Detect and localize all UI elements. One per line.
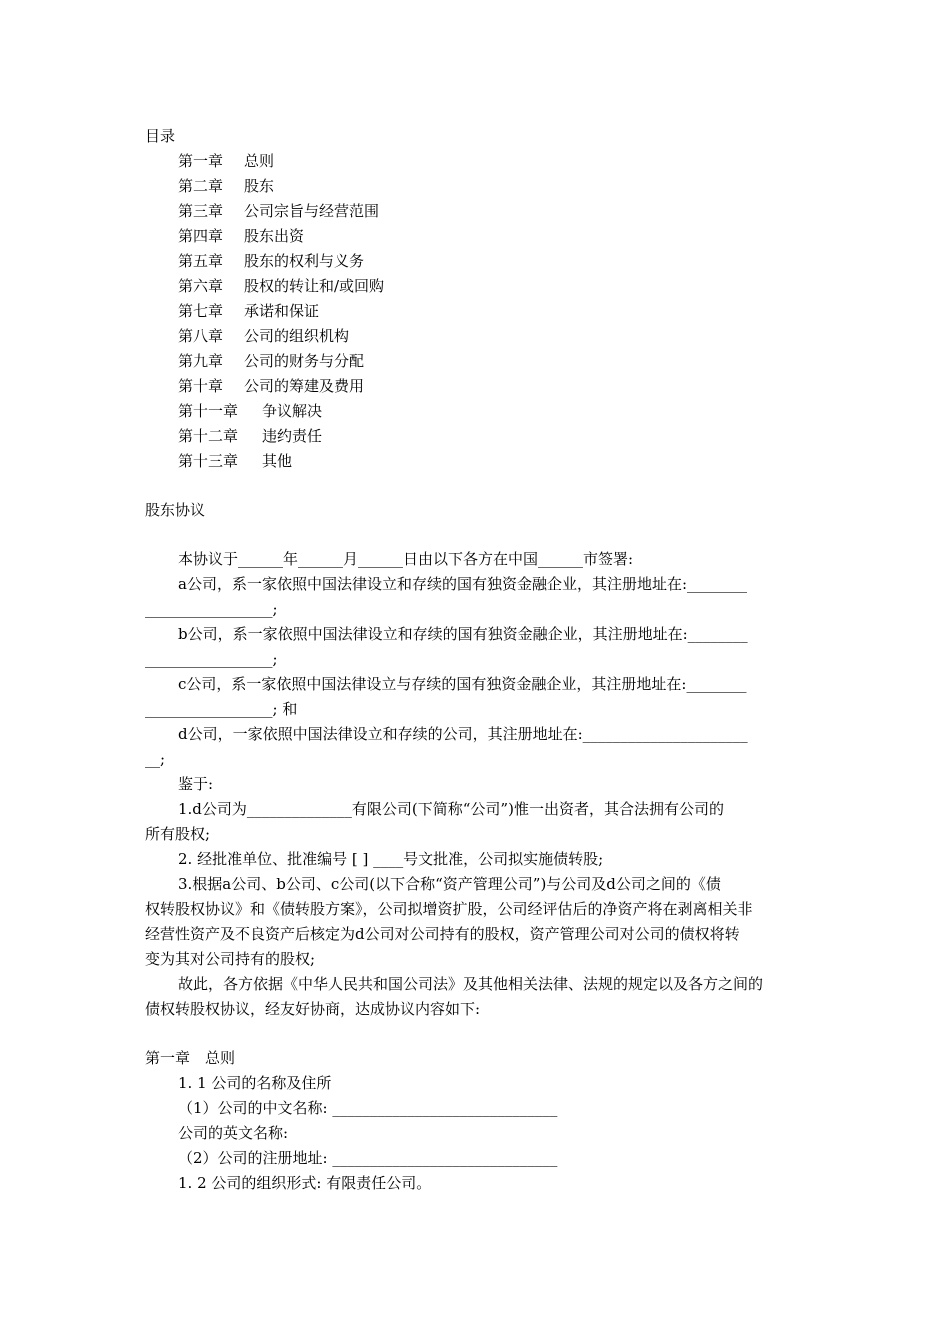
toc-item: 第二章 股东 [178,177,275,195]
toc-item: 第十三章 其他 [178,452,293,470]
toc-item: 第三章 公司宗旨与经营范围 [178,202,380,220]
chapter-1-heading: 第一章 总则 [145,1049,236,1067]
therefore-line2: 债权转股权协议，经友好协商，达成协议内容如下: [145,1000,481,1018]
whereas-heading: 鉴于: [178,775,214,793]
toc-item: 第四章 股东出资 [178,227,305,245]
toc-item: 第六章 股权的转让和/或回购 [178,277,385,295]
toc-item: 第七章 承诺和保证 [178,302,320,320]
section-1-2: 1. 2 公司的组织形式: 有限责任公司。 [178,1174,432,1192]
toc-item: 第一章 总则 [178,152,275,170]
toc-item: 第十二章 违约责任 [178,427,323,445]
registered-address-line: （2）公司的注册地址: ______________________________ [178,1149,558,1167]
party-c-line2: _________________; 和 [145,700,298,718]
party-a-line1: a公司，系一家依照中国法律设立和存续的国有独资金融企业，其注册地址在:________ [178,575,748,593]
recital-1-line2: 所有股权; [145,825,211,843]
toc-title: 目录 [145,127,176,145]
therefore-line1: 故此，各方依据《中华人民共和国公司法》及其他相关法律、法规的规定以及各方之间的 [178,975,764,993]
party-d-line2: __; [145,750,166,768]
recital-3-line4: 变为其对公司持有的股权; [145,950,316,968]
section-1-1: 1. 1 公司的名称及住所 [178,1074,332,1092]
english-name-line: 公司的英文名称: [178,1124,289,1142]
party-b-line2: _________________; [145,650,278,668]
party-a-line2: _________________; [145,600,278,618]
recital-3-line1: 3.根据a公司、b公司、c公司(以下合称“资产管理公司”)与公司及d公司之间的《债 [178,875,721,893]
toc-item: 第八章 公司的组织机构 [178,327,350,345]
party-c-line1: c公司，系一家依照中国法律设立与存续的国有独资金融企业，其注册地址在:________ [178,675,747,693]
recital-3-line3: 经营性资产及不良资产后核定为d公司对公司持有的股权，资产管理公司对公司的债权将转 [145,925,740,943]
party-b-line1: b公司，系一家依照中国法律设立和存续的国有独资金融企业，其注册地址在:________ [178,625,748,643]
recital-3-line2: 权转股权协议》和《债转股方案》，公司拟增资扩股，公司经评估后的净资产将在剥离相关非 [145,900,753,918]
agreement-title: 股东协议 [145,501,206,519]
toc-item: 第十一章 争议解决 [178,402,323,420]
signing-line: 本协议于______年______月______日由以下各方在中国______市签署: [178,550,634,568]
party-d-line1: d公司，一家依照中国法律设立和存续的公司，其注册地址在:______________________ [178,725,748,743]
recital-1-line1: 1.d公司为______________有限公司(下简称“公司”)惟一出资者，其合法拥有公司的 [178,800,724,818]
toc-item: 第五章 股东的权利与义务 [178,252,365,270]
toc-item: 第九章 公司的财务与分配 [178,352,365,370]
recital-2: 2. 经批准单位、批准编号 [ ] ____号文批准，公司拟实施债转股; [178,850,604,868]
chinese-name-line: （1）公司的中文名称: ______________________________ [178,1099,558,1117]
toc-item: 第十章 公司的筹建及费用 [178,377,365,395]
